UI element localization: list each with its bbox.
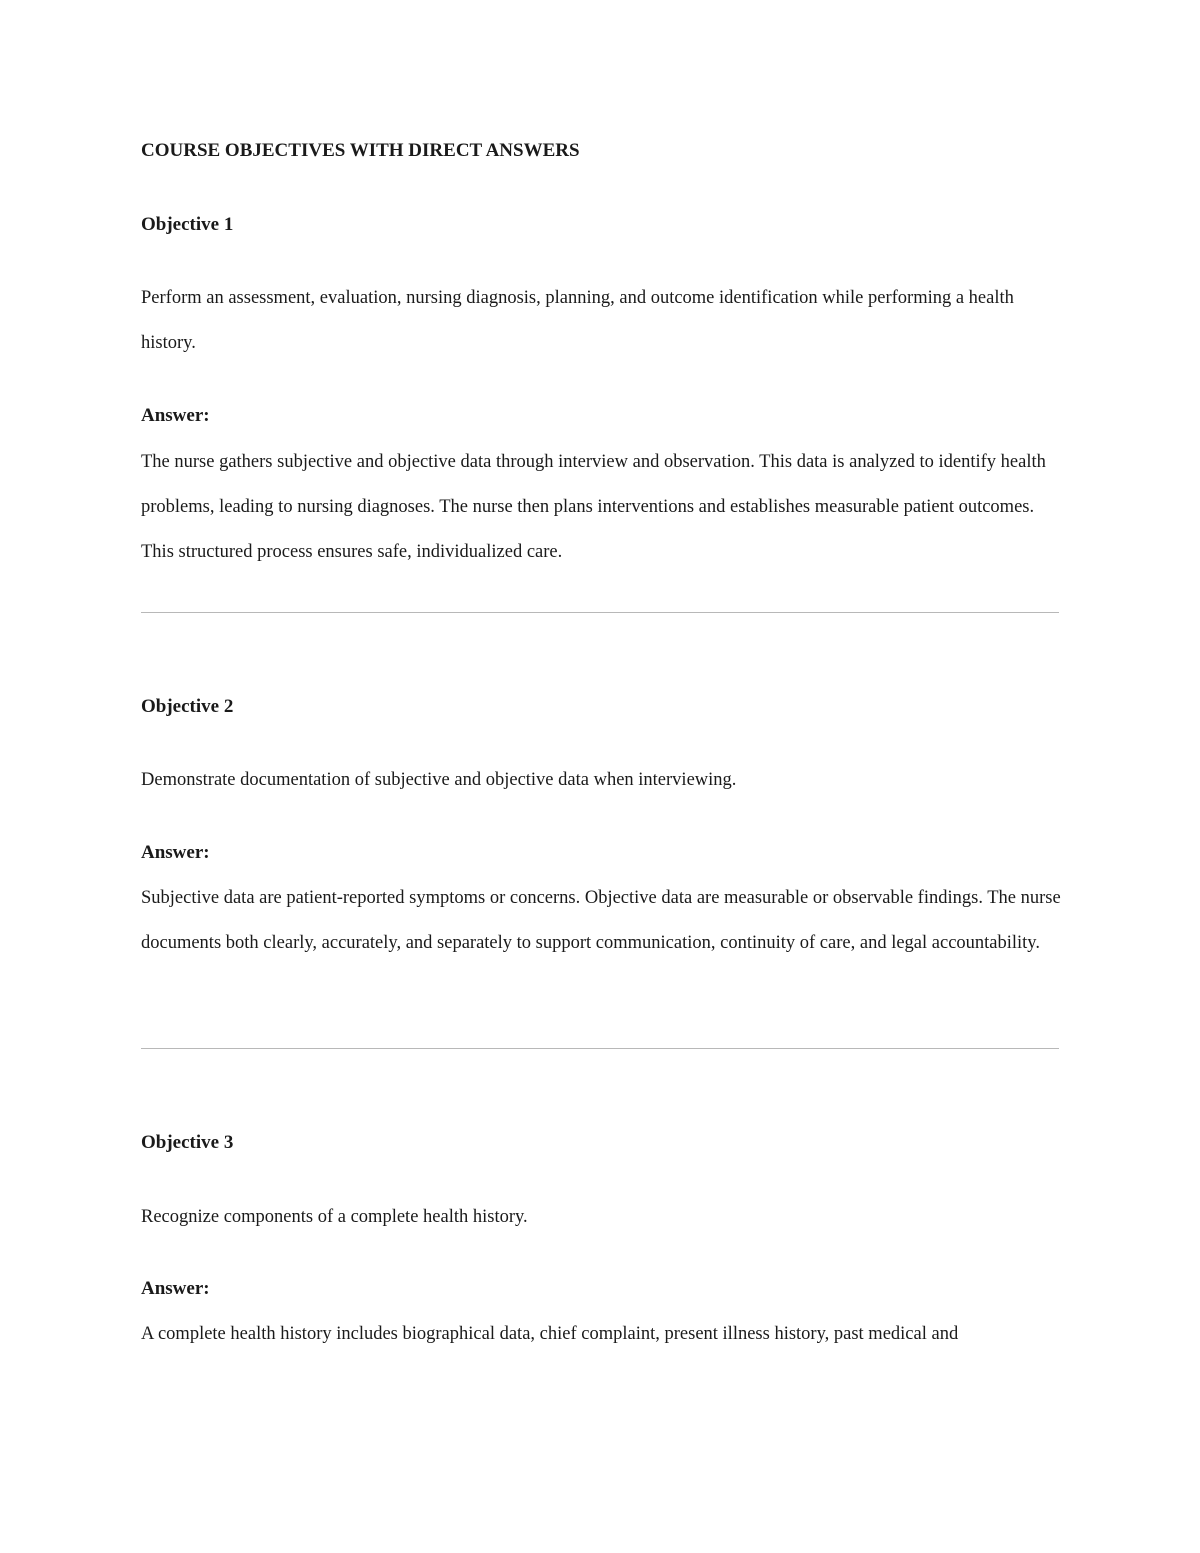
- section-divider: [141, 1048, 1059, 1049]
- answer-text: The nurse gathers subjective and objective data through interview and observation. This data is analyzed to identify health problems, leading to nursing diagnoses. The nurse then plans interventions and establishes measurable patient outcomes. This structured process ensures safe, individualized care.: [141, 452, 1046, 562]
- answer-text: A complete health history includes biographical data, chief complaint, present illness history, past medical and: [141, 1324, 959, 1344]
- objective-text: Recognize components of a complete health history.: [141, 1207, 528, 1227]
- answer-label: Answer:: [141, 405, 210, 426]
- objective-text: Demonstrate documentation of subjective and objective data when interviewing.: [141, 770, 737, 790]
- objective-heading: Objective 3: [141, 1132, 234, 1153]
- answer-label: Answer:: [141, 842, 210, 863]
- document-title: COURSE OBJECTIVES WITH DIRECT ANSWERS: [141, 140, 580, 161]
- objective-heading: Objective 2: [141, 696, 234, 717]
- answer-label: Answer:: [141, 1278, 210, 1299]
- objective-heading: Objective 1: [141, 214, 234, 235]
- objective-text: Perform an assessment, evaluation, nursing diagnosis, planning, and outcome identification while performing a health history.: [141, 288, 1014, 353]
- answer-text: Subjective data are patient-reported symptoms or concerns. Objective data are measurable or observable findings. The nurse documents both clearly, accurately, and separately to support communication, continuity of care, and legal accountability.: [141, 888, 1061, 953]
- section-divider: [141, 612, 1059, 613]
